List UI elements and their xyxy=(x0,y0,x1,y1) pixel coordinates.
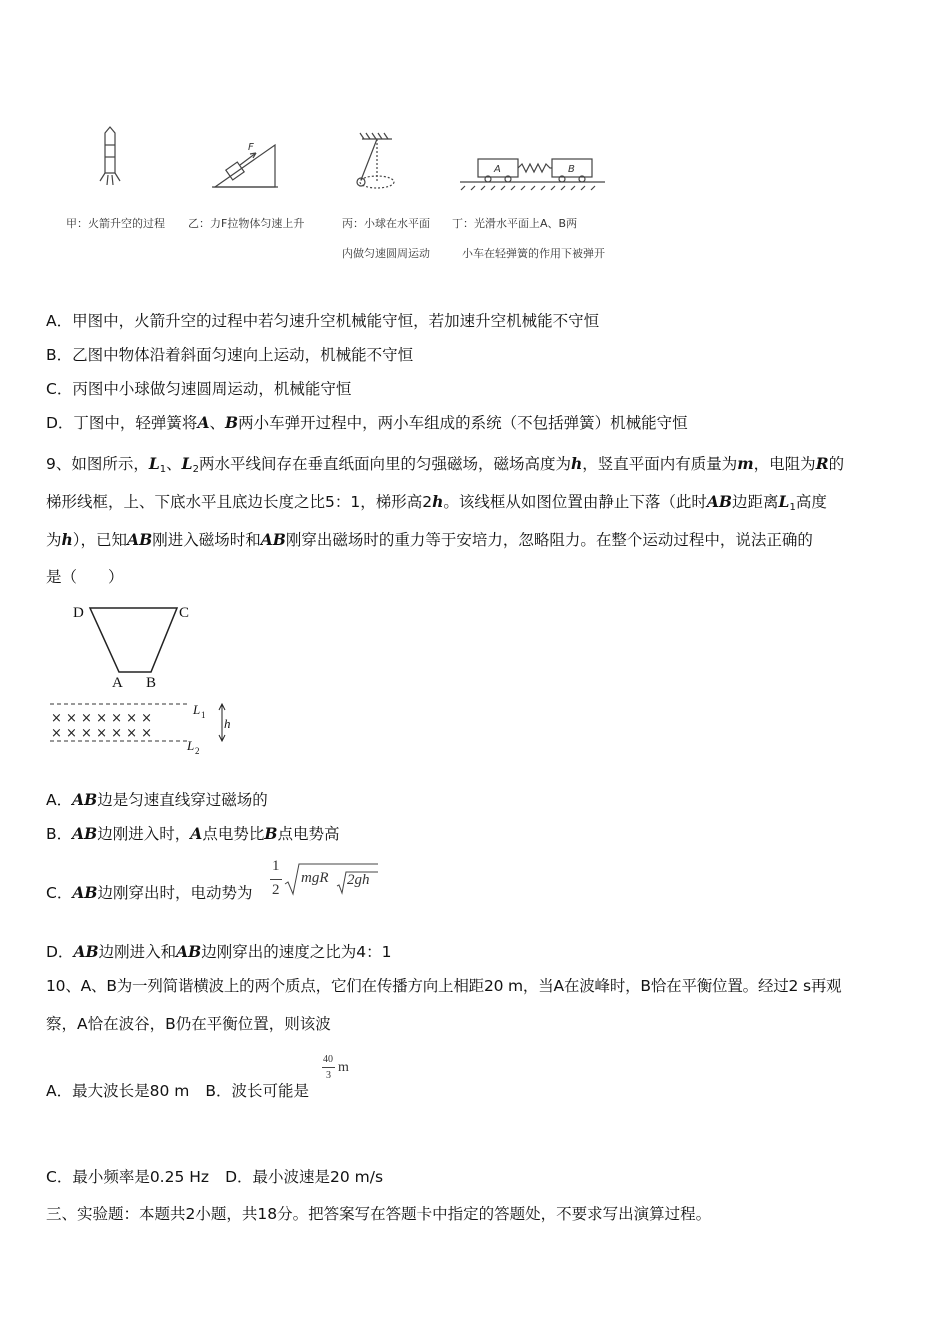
q9-l2-h: h xyxy=(432,492,444,511)
q9-m: m xyxy=(737,454,754,473)
q9-l1-sub: 1 xyxy=(159,464,167,475)
inner-radicand: 2gh xyxy=(347,872,370,888)
field-row-2: × × × × × × × xyxy=(51,726,153,741)
q9-t4: 的 xyxy=(828,455,845,473)
q10-option-a: A．最大波长是80 m xyxy=(46,1082,190,1100)
caption-jia: 甲：火箭升空的过程 xyxy=(66,217,165,230)
q9-d-t2: 边刚穿出的速度之比为4：1 xyxy=(201,943,392,961)
q9-l3-t2: ），已知 xyxy=(72,531,128,549)
q9-d-t1: 边刚进入和 xyxy=(98,943,177,961)
caption-ding-2: 小车在轻弹簧的作用下被弹开 xyxy=(462,247,605,260)
q9-l3-ab2: AB xyxy=(260,530,286,549)
q9-b-t3: 点电势高 xyxy=(277,825,340,843)
q9-t3: ，电阻为 xyxy=(753,455,816,473)
q9-l2-t2: 。该线框从如图位置由静止下落（此时 xyxy=(443,493,707,511)
q9-l2-sub: 2 xyxy=(192,464,199,475)
incline-diagram xyxy=(212,145,278,187)
q9-l2-t1: 梯形线框，上、下底水平且底边长度之比5：1，梯形高2 xyxy=(46,493,433,511)
q9-t1: 两水平线间存在垂直纸面向里的匀强磁场，磁场高度为 xyxy=(198,455,571,473)
q9-b-ab: AB xyxy=(72,824,98,843)
q8-d-prefix: D．丁图中，轻弹簧将 xyxy=(46,414,198,432)
q9-l3-ab1: AB xyxy=(127,530,153,549)
field-row-1: × × × × × × × xyxy=(51,711,153,726)
q10-options-cd xyxy=(46,1167,383,1187)
wavelength-fraction xyxy=(322,1054,362,1090)
q9-l3-t3: 刚进入磁场时和 xyxy=(152,531,261,549)
frac-num: 1 xyxy=(272,858,280,874)
q9-l2-ab: AB xyxy=(706,492,733,511)
q9-r: R xyxy=(815,454,829,473)
two-carts-spring-diagram xyxy=(460,159,605,190)
q8-option-a: A．甲图中，火箭升空的过程中若匀速升空机械能守恒，若加速升空机械能不守恒 xyxy=(46,312,600,330)
q9-l2-l: L xyxy=(778,492,790,511)
q9-a-ab: AB xyxy=(72,790,98,809)
q9-trapezoid-figure xyxy=(45,598,245,758)
vertex-d: D xyxy=(73,605,84,621)
q9-c-prefix: C． xyxy=(46,884,73,902)
wl-bar xyxy=(322,1067,335,1068)
q9-a-post: 边是匀速直线穿过磁场的 xyxy=(97,791,268,809)
q9-l2: L xyxy=(181,454,193,473)
cart-a-label: A xyxy=(494,164,501,175)
caption-yi: 乙：力F拉物体匀速上升 xyxy=(188,217,305,230)
vertex-c: C xyxy=(179,605,190,621)
q9-stem-line-2 xyxy=(46,492,827,518)
q9-l3-t1: 为 xyxy=(46,531,62,549)
q9-b-b: B xyxy=(264,824,278,843)
q9-sep: 、 xyxy=(166,455,182,473)
label-l1-sub: 1 xyxy=(201,710,206,720)
q10-options-ab xyxy=(46,1081,309,1101)
q9-stem-line-1 xyxy=(46,454,844,480)
q8-d-b: B xyxy=(224,413,239,432)
vertex-a: A xyxy=(112,675,123,691)
force-label: F xyxy=(248,142,254,153)
conical-pendulum-diagram xyxy=(357,133,394,188)
wl-unit: m xyxy=(338,1060,349,1075)
label-l2-sub: 2 xyxy=(195,746,200,756)
q9-t2: ，竖直平面内有质量为 xyxy=(582,455,738,473)
q8-d-a: A xyxy=(197,413,210,432)
q8-option-b: B．乙图中物体沿着斜面匀速向上运动，机械能不守恒 xyxy=(46,346,414,364)
q9-c-post: 边刚穿出时，电动势为 xyxy=(97,884,253,902)
wl-den: 3 xyxy=(326,1070,331,1081)
vertex-b: B xyxy=(146,675,157,691)
q10-stem-line-1: 10、A、B为一列简谐横波上的两个质点，它们在传播方向上相距20 m，当A在波峰时，B恰在平衡位置。经过2 s再观 xyxy=(46,977,842,995)
caption-ding-1: 丁：光滑水平面上A、B两 xyxy=(452,217,578,230)
q9-l3-t4: 刚穿出磁场时的重力等于安培力，忽略阻力。在整个运动过程中，说法正确的 xyxy=(285,531,813,549)
q9-number: 9、如图所示， xyxy=(46,455,149,473)
caption-bing-1: 丙：小球在水平面 xyxy=(342,217,430,230)
frac-den: 2 xyxy=(272,882,280,898)
q9-l2-t3: 边距离 xyxy=(732,493,779,511)
q9-l2-t4: 高度 xyxy=(795,493,827,511)
frac-bar xyxy=(270,879,282,880)
q9-b-t2: 点电势比 xyxy=(202,825,265,843)
q9-option-b xyxy=(46,824,339,844)
q9-c-ab: AB xyxy=(72,883,98,902)
figure-1-diagrams xyxy=(80,125,640,195)
q9-d-ab1: AB xyxy=(73,942,99,961)
rocket-icon xyxy=(100,127,120,185)
q10-option-c: C．最小频率是0.25 Hz xyxy=(46,1168,210,1186)
q10-option-d: D．最小波速是20 m/s xyxy=(225,1168,384,1186)
q9-b-a: A xyxy=(190,824,203,843)
q9-a-prefix: A． xyxy=(46,791,73,809)
q9-d-ab2: AB xyxy=(176,942,202,961)
cart-b-label: B xyxy=(568,164,575,175)
q9-stem-line-4: 是（ ） xyxy=(46,568,124,586)
radicand: mgR xyxy=(301,870,329,886)
q10-stem-line-2: 察，A恰在波谷，B仍在平衡位置，则该波 xyxy=(46,1015,331,1033)
q9-b-prefix: B． xyxy=(46,825,73,843)
q9-d-prefix: D． xyxy=(46,943,74,961)
q9-option-a xyxy=(46,790,268,810)
q9-stem-line-3 xyxy=(46,530,813,550)
q9-b-t1: 边刚进入时， xyxy=(97,825,191,843)
q8-d-post: 两小车弹开过程中，两小车组成的系统（不包括弹簧）机械能守恒 xyxy=(238,414,688,432)
label-h: h xyxy=(224,716,231,731)
section-3-heading: 三、实验题：本题共2小题，共18分。把答案写在答题卡中指定的答题处，不要求写出演算过程。 xyxy=(46,1205,712,1223)
q9-l2-l-sub: 1 xyxy=(789,502,796,513)
q8-option-c: C．丙图中小球做匀速圆周运动，机械能守恒 xyxy=(46,380,352,398)
emf-formula xyxy=(270,858,390,906)
q9-l1: L xyxy=(148,454,160,473)
trapezoid-frame xyxy=(90,608,177,672)
q9-option-c xyxy=(46,883,252,903)
q10-option-b: B．波长可能是 xyxy=(205,1082,309,1100)
q9-l3-h: h xyxy=(61,530,73,549)
caption-bing-2: 内做匀速圆周运动 xyxy=(342,247,430,260)
q9-option-d xyxy=(46,942,391,962)
q8-d-sep: 、 xyxy=(209,414,225,432)
q9-h: h xyxy=(570,454,583,473)
label-l2: L xyxy=(187,738,195,753)
wl-num: 40 xyxy=(323,1054,333,1065)
q8-option-d xyxy=(46,413,688,433)
label-l1: L xyxy=(193,702,201,717)
